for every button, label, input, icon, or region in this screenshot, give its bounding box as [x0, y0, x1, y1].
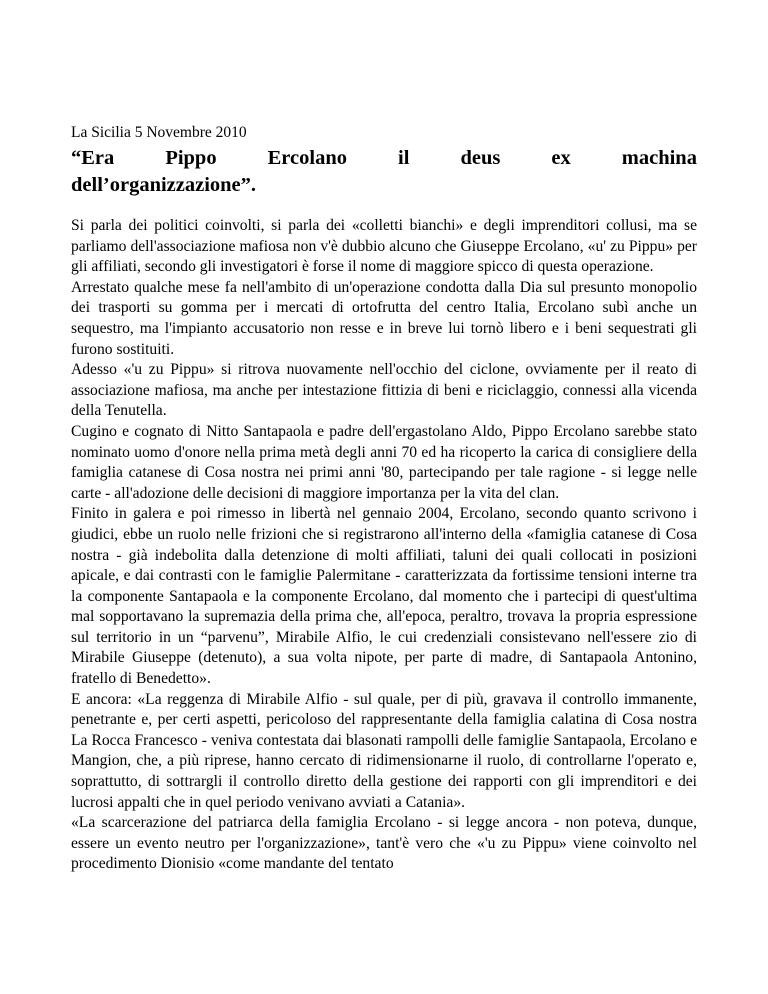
paragraph: Cugino e cognato di Nitto Santapaola e padre dell'ergastolano Aldo, Pippo Ercolano sarebbe stato nominato uomo d'onore nella prima metà degli anni 70 ed ha ricoperto la carica di consigliere della famiglia catanese di Cosa nostra nei primi anni '80, partecipando per tale ragione - si legge nelle carte - all'adozione delle decisioni di maggiore importanza per la vita del clan. — [71, 422, 697, 502]
headline-word: “Era — [71, 147, 115, 169]
paragraph: Finito in galera e poi rimesso in libertà nel gennaio 2004, Ercolano, secondo quanto scrivono i giudici, ebbe un ruolo nelle frizioni che si registrarono all'interno della «famiglia catanese di Cosa nostra - già indebolita dalla detenzione di molti affiliati, taluni dei quali collocati in posizioni apicale, e dai contrasti con le famiglie Palermitane - caratterizzata da fortissime tensioni interne tra la componente Santapaola e la componente Ercolano, dal momento che i partecipi di quest'ultima mal sopportavano la supremazia della prima che, all'epoca, peraltro, trovava la propria espressione sul territorio in un “parvenu”, Mirabile Alfio, le cui credenziali consistevano nell'essere zio di Mirabile Giuseppe (detenuto), a sua volta nipote, per parte di madre, di Santapaola Antonino, fratello di Benedetto». — [71, 505, 697, 688]
headline-word: Pippo — [165, 147, 217, 169]
article-body — [71, 216, 697, 875]
paragraph: Adesso «'u zu Pippu» si ritrova nuovamente nell'occhio del ciclone, ovviamente per il reato di associazione mafiosa, ma anche per intestazione fittizia di beni e riciclaggio, connessi alla vicenda della Tenutella. — [71, 361, 697, 420]
paragraph: «La scarcerazione del patriarca della famiglia Ercolano - si legge ancora - non poteva, dunque, essere un evento neutro per l'organizzazione», tant'è vero che «'u zu Pippu» viene coinvolto nel procedimento Dionisio «come mandante del tentato — [71, 814, 697, 873]
paragraph: Arrestato qualche mese fa nell'ambito di un'operazione condotta dalla Dia sul presunto monopolio dei trasporti su gomma per i mercati di ortofrutta del centro Italia, Ercolano subì anche un sequestro, ma l'impianto accusatorio non resse e in breve lui tornò libero e i beni sequestrati gli furono sostituiti. — [71, 278, 697, 358]
headline-word: deus — [460, 147, 501, 169]
headline-word: Ercolano — [267, 147, 347, 169]
headline — [71, 145, 697, 199]
paragraph: E ancora: «La reggenza di Mirabile Alfio - sul quale, per di più, gravava il controllo immanente, penetrante e, per certi aspetti, pericoloso del rappresentante della famiglia calatina di Cosa nostra La Rocca Francesco - veniva contestata dai blasonati rampolli delle famiglie Santapaola, Ercolano e Mangion, che, a più riprese, hanno cercato di ridimensionarne il ruolo, di controllarne l'operato e, soprattutto, di sottrargli il controllo diretto della gestione dei rapporti con gli imprenditori e dei lucrosi appalti che in quel periodo venivano avviati a Catania». — [71, 690, 697, 811]
source-line: La Sicilia 5 Novembre 2010 — [71, 124, 247, 141]
headline-line-1 — [71, 145, 697, 172]
headline-line-2: dell’organizzazione”. — [71, 174, 257, 196]
headline-word: ex — [551, 147, 571, 169]
headline-word: machina — [621, 147, 697, 169]
headline-word: il — [398, 147, 410, 169]
article — [71, 124, 697, 875]
paragraph: Si parla dei politici coinvolti, si parla dei «colletti bianchi» e degli imprenditori collusi, ma se parliamo dell'associazione mafiosa non v'è dubbio alcuno che Giuseppe Ercolano, «u' zu Pippu» per gli affiliati, secondo gli investigatori è forse il nome di maggiore spicco di questa operazione. — [71, 217, 697, 276]
